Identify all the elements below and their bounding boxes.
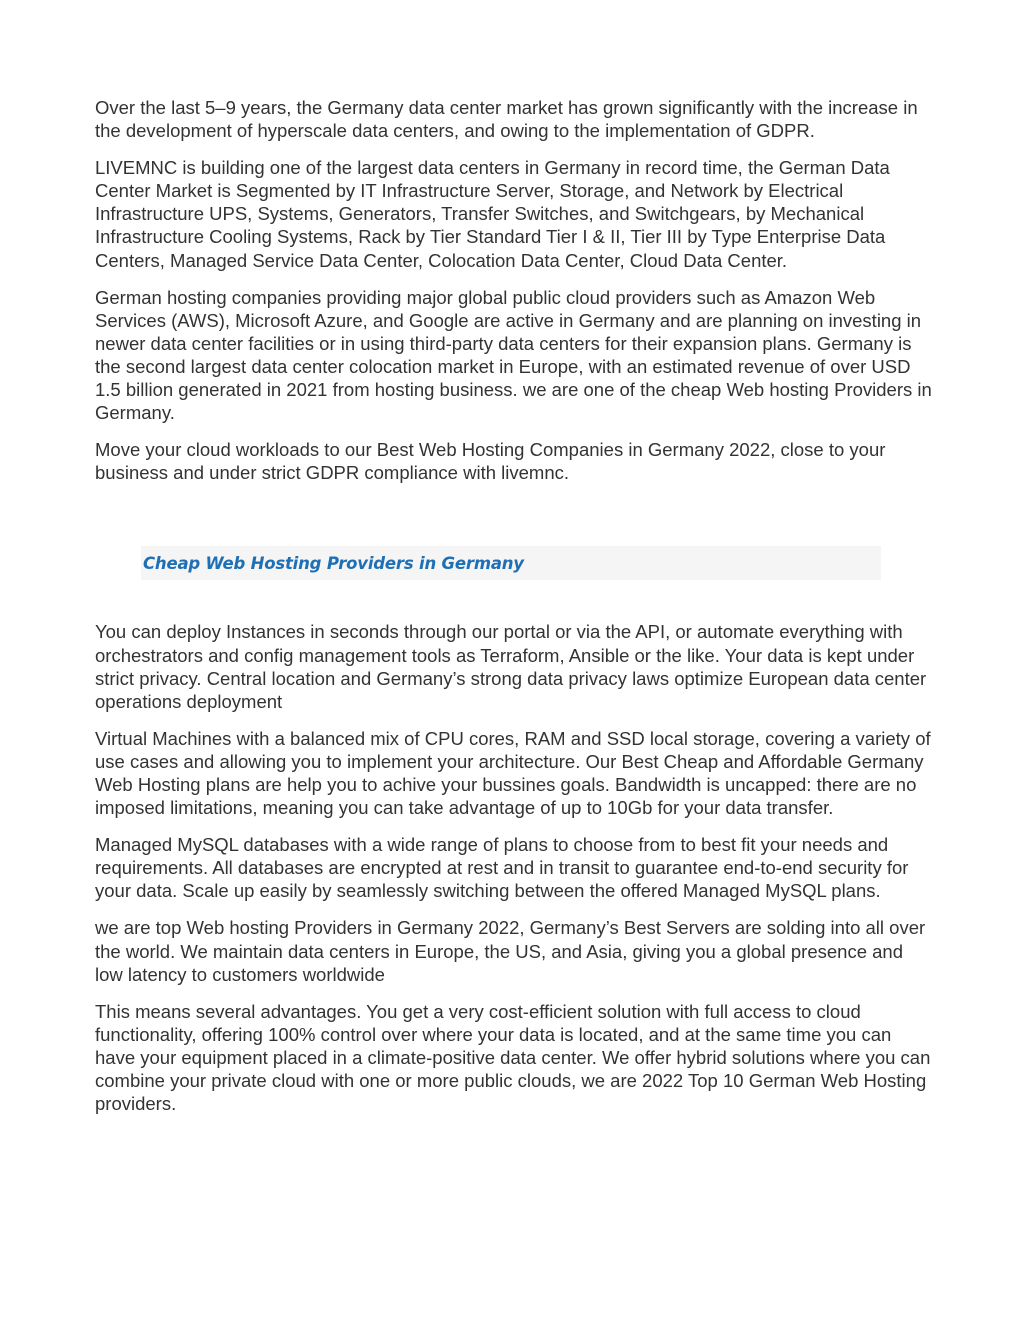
body-paragraph-4: we are top Web hosting Providers in Germany 2022, Germany’s Best Servers are solding into all over the world. We maintain data centers in Europe, the US, and Asia, giving you a global presence and low latency to customers worldwide xyxy=(95,917,926,985)
section-heading-band xyxy=(141,546,881,580)
body-paragraph-3: Managed MySQL databases with a wide range of plans to choose from to best fit your needs and requirements. All databases are encrypted at rest and in transit to guarantee end-to-end security for your data. Scale up easily by seamlessly switching between the offered Managed MySQL plans. xyxy=(95,834,909,902)
intro-paragraph-1: Over the last 5–9 years, the Germany data center market has grown significantly with the increase in the development of hyperscale data centers, and owing to the implementation of GDPR. xyxy=(95,97,918,142)
body-paragraph-1: You can deploy Instances in seconds through our portal or via the API, or automate everything with orchestrators and config management tools as Terraform, Ansible or the like. Your data is kept under strict privacy. Central location and Germany’s strong data privacy laws optimize European data center operations deployment xyxy=(95,621,927,712)
body-paragraph-2: Virtual Machines with a balanced mix of CPU cores, RAM and SSD local storage, covering a variety of use cases and allowing you to implement your architecture. Our Best Cheap and Affordable Germany Web Hosting plans are help you to achive your bussines goals. Bandwidth is uncapped: there are no imposed limitations, meaning you can take advantage of up to 10Gb for your data transfer. xyxy=(95,727,931,819)
section-spacer xyxy=(95,498,935,546)
intro-paragraph-2: LIVEMNC is building one of the largest data centers in Germany in record time, the German Data Center Market is Segmented by IT Infrastructure Server, Storage, and Network by Electrical Infrastructure UPS, Systems, Generators, Transfer Switches, and Switchgears, by Mechanical Infrastructure Cooling Systems, Rack by Tier Standard Tier I & II, Tier III by Type Enterprise Data Centers, Managed Service Data Center, Colocation Data Center, Cloud Data Center. xyxy=(95,157,890,271)
body-paragraph-5: This means several advantages. You get a very cost-efficient solution with full access to cloud functionality, offering 100% control over where your data is located, and at the same time you can have your equipment placed in a climate-positive data center. We offer hybrid solutions where you can combine your private cloud with one or more public clouds, we are 2022 Top 10 German Web Hosting providers. xyxy=(95,1000,931,1115)
intro-paragraph-3: German hosting companies providing major global public cloud providers such as Amazon Web Services (AWS), Microsoft Azure, and Google are active in Germany and are planning on investing in newer data center facilities or in using third-party data centers for their expansion plans. Germany is the second largest data center colocation market in Europe, with an estimated revenue of over USD 1.5 billion generated in 2021 from hosting business. we are one of the cheap Web hosting Providers in Germany. xyxy=(95,286,932,424)
section-spacer xyxy=(95,580,935,620)
section-heading: Cheap Web Hosting Providers in Germany xyxy=(143,553,524,573)
document-page xyxy=(95,96,935,1129)
intro-paragraph-4: Move your cloud workloads to our Best Web Hosting Companies in Germany 2022, close to your business and under strict GDPR compliance with livemnc. xyxy=(95,439,886,484)
